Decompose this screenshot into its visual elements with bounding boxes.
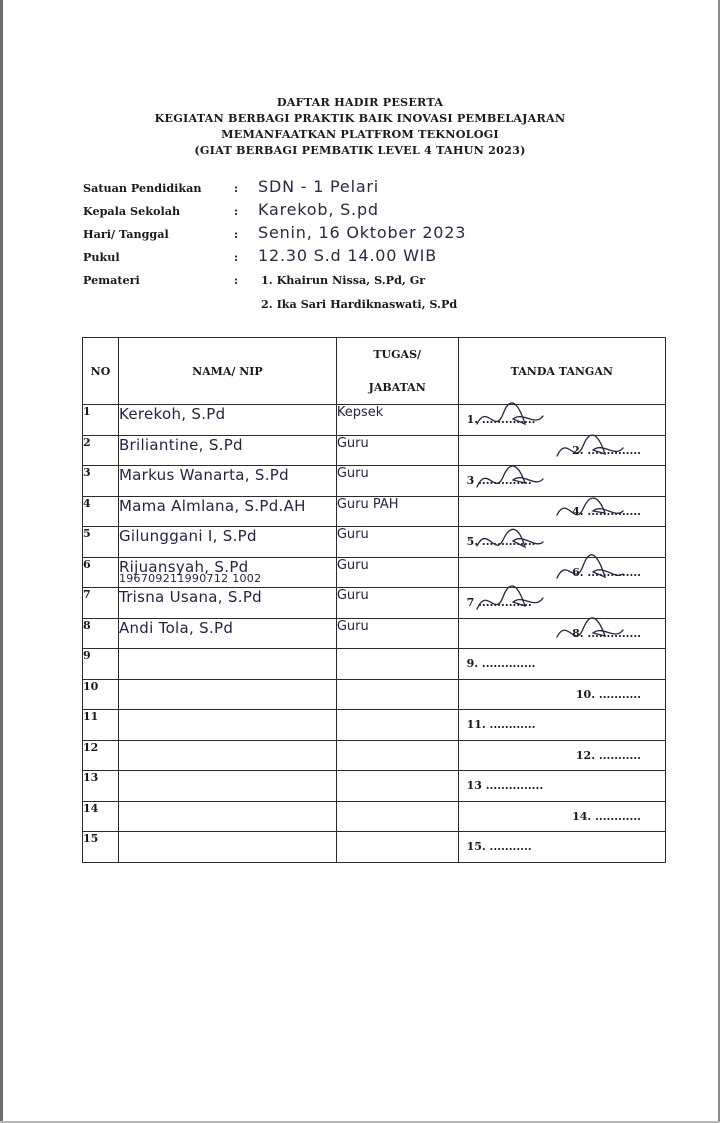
colon: : [234,181,239,195]
info-row-satuan [83,178,643,201]
row-number: 11 [83,710,119,741]
hari-value: Senin, 16 Oktober 2023 [258,223,467,242]
participant-name: Briliantine, S.Pd [118,435,243,454]
signature-slot: 5. .............. [466,535,536,548]
kepala-label: Kepala Sekolah [83,204,181,218]
handwritten-signature [553,554,625,588]
signature-cell [458,771,665,802]
page-edge-left [0,0,3,1123]
role-cell [336,832,458,863]
header-no: NO [83,338,119,405]
row-number: 10 [83,679,119,710]
role-cell [336,801,458,832]
header-tanda-tangan: TANDA TANGAN [458,338,665,405]
name-cell [118,740,336,771]
signature-slot: 9. .............. [466,657,536,670]
signature-cell [458,527,665,558]
signature-slot: 4. .............. [572,504,641,518]
document-title [0,94,720,158]
row-number: 9 [83,649,119,680]
row-number: 1 [83,405,119,436]
table-row [83,801,666,832]
signature-cell [458,466,665,497]
colon: : [234,273,239,287]
pemateri-label: Pemateri [83,273,140,287]
table-row [83,588,666,619]
signature-slot: 10. ........... [575,687,641,701]
table-row [83,527,666,558]
signature-cell [458,679,665,710]
info-row-hari [83,224,643,247]
participant-name: Trisna Usana, S.Pd [118,588,262,606]
signature-cell [458,496,665,527]
handwritten-signature [473,401,545,435]
participant-name: Gilunggani I, S.Pd [118,527,257,545]
header-tugas: TUGAS/ [373,348,422,361]
row-number: 13 [83,771,119,802]
header-tugas-jabatan [336,338,458,405]
pukul-label: Pukul [83,250,120,264]
row-number: 2 [83,435,119,466]
participant-nip: 196709211990712 1002 [118,571,262,585]
signature-cell [458,710,665,741]
event-info [83,177,643,311]
role-cell [336,679,458,710]
name-cell [118,832,336,863]
info-row-pemateri [83,270,643,311]
handwritten-signature [473,462,545,496]
signature-slot: 14. ............ [572,809,641,823]
signature-cell [458,832,665,863]
header-jabatan: JABATAN [368,381,426,394]
table-row [83,740,666,771]
satuan-label: Satuan Pendidikan [83,181,202,195]
name-cell [118,618,336,649]
handwritten-signature [473,523,545,557]
signature-slot: 8. .............. [572,626,641,640]
role-cell: Guru [336,557,458,588]
handwritten-signature [553,615,625,649]
header-nama: NAMA/ NIP [118,338,336,405]
title-line-4: (GIAT BERBAGI PEMBATIK LEVEL 4 TAHUN 2023) [194,143,526,157]
signature-slot: 12. ........... [575,748,641,762]
row-number: 3 [83,466,119,497]
name-cell [118,435,336,466]
pemateri-2: 2. Ika Sari Hardiknaswati, S.Pd [261,297,458,311]
signature-slot: 1. .............. [466,413,536,426]
signature-slot: 11. ............ [466,718,536,731]
signature-slot: 15. ........... [466,840,532,853]
table-row [83,649,666,680]
satuan-value: SDN - 1 Pelari [258,177,380,196]
signature-cell [458,435,665,466]
table-row [83,435,666,466]
role-cell: Guru [336,466,458,497]
name-cell [118,527,336,558]
row-number: 4 [83,496,119,527]
participant-name: Mama Almlana, S.Pd.AH [118,496,306,515]
name-cell [118,588,336,619]
role-cell: Guru [336,527,458,558]
table-header-row [83,338,666,405]
role-cell: Guru [336,588,458,619]
role-cell: Guru [336,435,458,466]
signature-cell [458,557,665,588]
signature-slot: 3 .............. [466,474,532,487]
table-row [83,557,666,588]
handwritten-signature [473,584,545,618]
table-row [83,496,666,527]
signature-cell [458,740,665,771]
info-row-kepala [83,201,643,224]
name-cell [118,557,336,588]
row-number: 15 [83,832,119,863]
colon: : [234,204,239,218]
title-line-1: DAFTAR HADIR PESERTA [276,95,444,109]
participant-name: Rijuansyah, S.Pd [118,557,249,576]
pemateri-1: 1. Khairun Nissa, S.Pd, Gr [261,273,426,287]
name-cell [118,771,336,802]
title-line-2: KEGIATAN BERBAGI PRAKTIK BAIK INOVASI PEMBELAJARAN [154,111,566,125]
row-number: 12 [83,740,119,771]
attendance-table [82,337,666,863]
signature-cell [458,405,665,436]
colon: : [234,250,239,264]
signature-slot: 7 .............. [466,596,532,609]
signature-cell [458,649,665,680]
table-row [83,771,666,802]
table-row [83,466,666,497]
table-row [83,679,666,710]
name-cell [118,649,336,680]
pukul-value: 12.30 S.d 14.00 WIB [258,246,437,265]
role-cell [336,740,458,771]
role-cell [336,771,458,802]
row-number: 14 [83,801,119,832]
signature-slot: 13 ............... [466,779,544,792]
signature-slot: 6. .............. [572,565,641,579]
signature-cell [458,618,665,649]
table-row [83,832,666,863]
name-cell [118,405,336,436]
row-number: 8 [83,618,119,649]
name-cell [118,679,336,710]
hari-label: Hari/ Tanggal [83,227,169,241]
table-body [83,405,666,863]
role-cell: Guru PAH [336,496,458,527]
handwritten-signature [553,493,625,527]
title-line-3: MEMANFAATKAN PLATFROM TEKNOLOGI [221,127,499,141]
handwritten-signature [553,432,625,466]
signature-cell [458,588,665,619]
role-cell: Kepsek [336,405,458,436]
table-row [83,405,666,436]
table-row [83,618,666,649]
name-cell [118,710,336,741]
role-cell [336,649,458,680]
role-cell: Guru [336,618,458,649]
kepala-value: Karekob, S.pd [258,200,379,219]
participant-name: Kerekoh, S.Pd [118,405,226,423]
name-cell [118,496,336,527]
row-number: 6 [83,557,119,588]
info-row-pukul [83,247,643,270]
table-row [83,710,666,741]
name-cell [118,801,336,832]
row-number: 5 [83,527,119,558]
participant-name: Andi Tola, S.Pd [118,618,234,637]
participant-name: Markus Wanarta, S.Pd [118,466,289,484]
row-number: 7 [83,588,119,619]
role-cell [336,710,458,741]
colon: : [234,227,239,241]
signature-slot: 2. .............. [572,443,641,457]
signature-cell [458,801,665,832]
name-cell [118,466,336,497]
